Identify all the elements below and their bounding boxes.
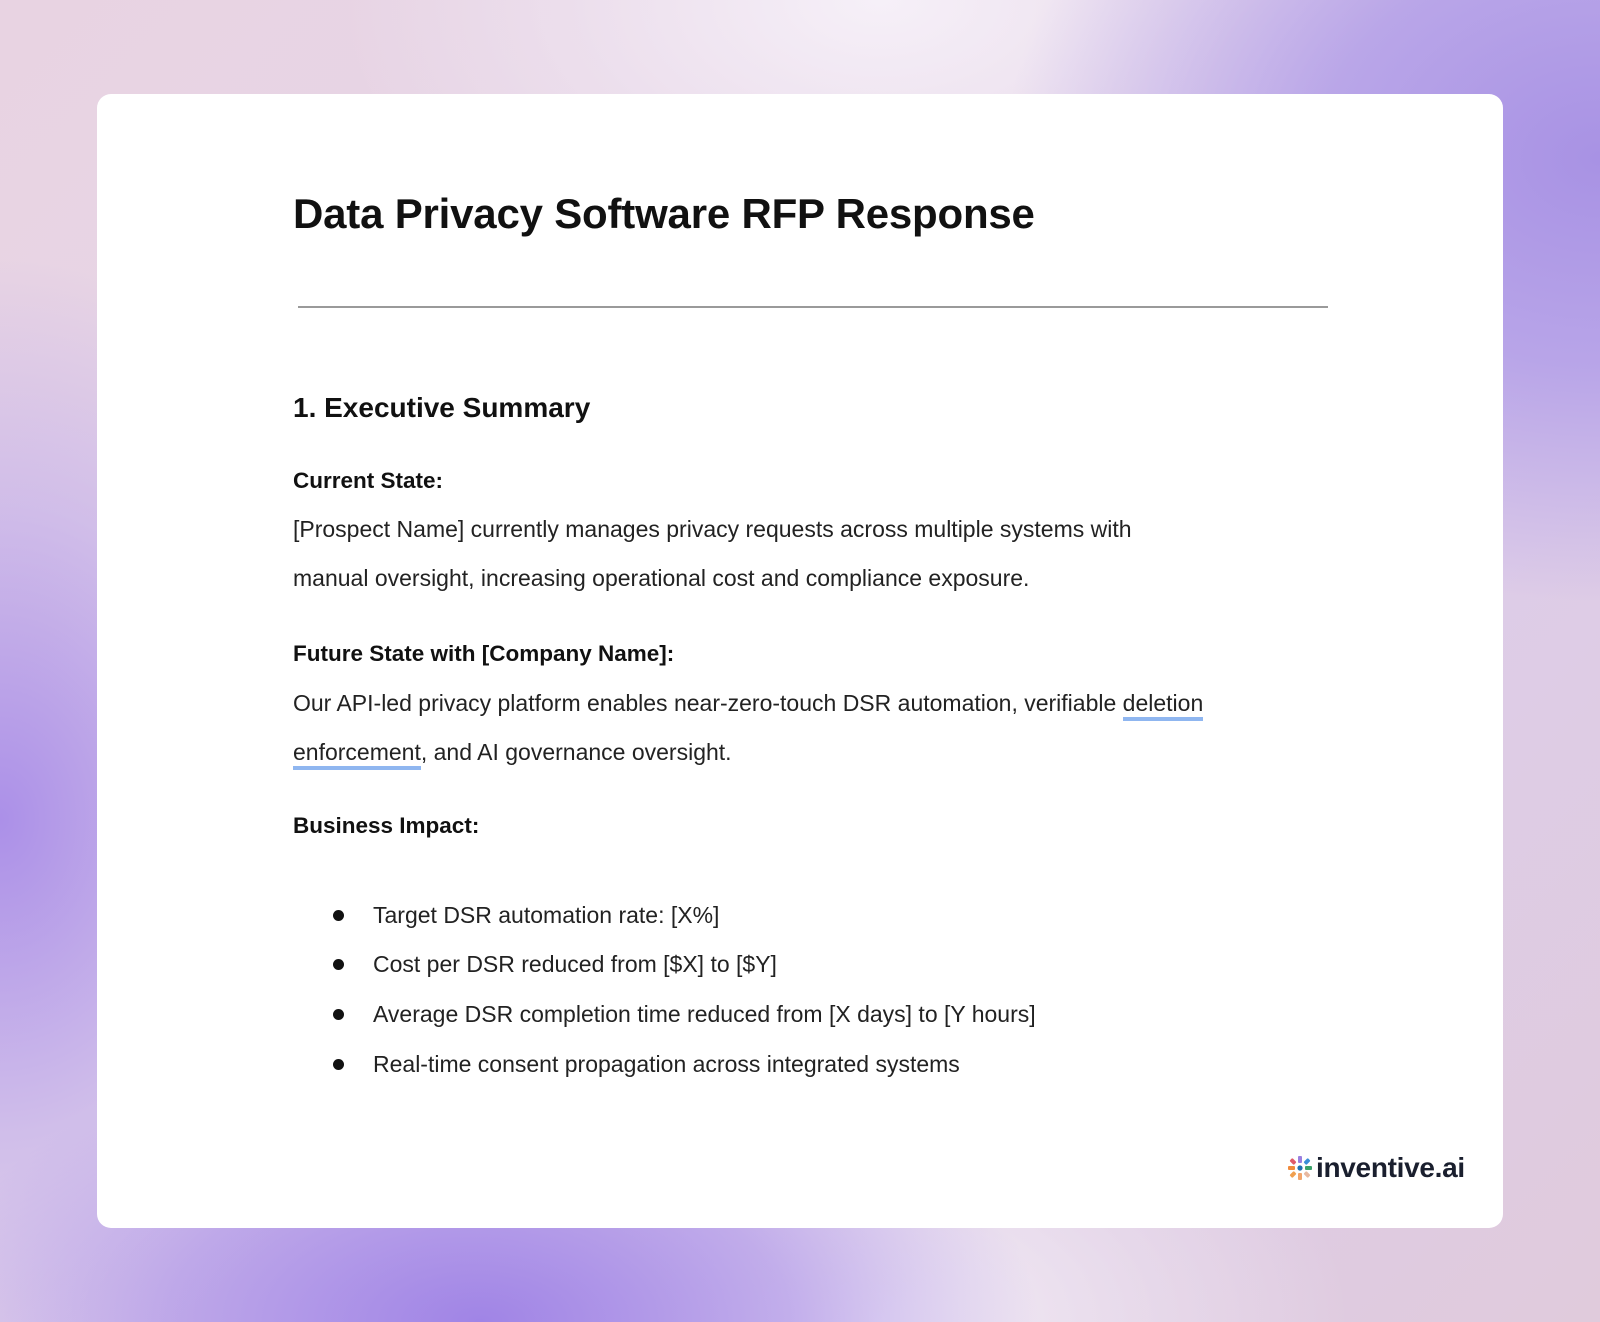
section-heading: 1. Executive Summary — [293, 392, 591, 423]
future-state-text: , and AI governance oversight. — [420, 739, 732, 765]
future-state-text: Our API-led privacy platform enables near-zero-touch DSR automation, verifiable — [293, 690, 1123, 716]
list-item-text: Target DSR automation rate: [X%] — [373, 902, 720, 928]
horizontal-divider — [298, 306, 1328, 308]
bullet-icon — [333, 1059, 344, 1070]
current-state-line-2: manual oversight, increasing operational cost and compliance exposure. — [293, 565, 1030, 591]
inventive-logo-icon — [1287, 1155, 1313, 1181]
spellcheck-flagged-word[interactable]: enforcement — [293, 739, 421, 770]
inventive-logo — [1287, 1152, 1465, 1184]
list-item-text: Cost per DSR reduced from [$X] to [$Y] — [373, 951, 777, 977]
future-state-line-1 — [293, 679, 1203, 728]
document-card — [97, 94, 1503, 1228]
bullet-icon — [333, 1009, 344, 1020]
bullet-icon — [333, 959, 344, 970]
bullet-icon — [333, 910, 344, 921]
document-title: Data Privacy Software RFP Response — [293, 190, 1035, 237]
business-impact-label: Business Impact: — [293, 813, 480, 838]
list-item-text: Average DSR completion time reduced from [X days] to [Y hours] — [373, 1001, 1036, 1027]
spellcheck-flagged-word[interactable]: deletion — [1123, 690, 1204, 721]
future-state-line-2 — [293, 728, 732, 777]
current-state-line-1: [Prospect Name] currently manages privacy requests across multiple systems with — [293, 516, 1132, 542]
current-state-label: Current State: — [293, 468, 444, 493]
list-item-text: Real-time consent propagation across integrated systems — [373, 1051, 960, 1077]
logo-wordmark: inventive.ai — [1316, 1152, 1465, 1183]
future-state-label: Future State with [Company Name]: — [293, 641, 675, 666]
